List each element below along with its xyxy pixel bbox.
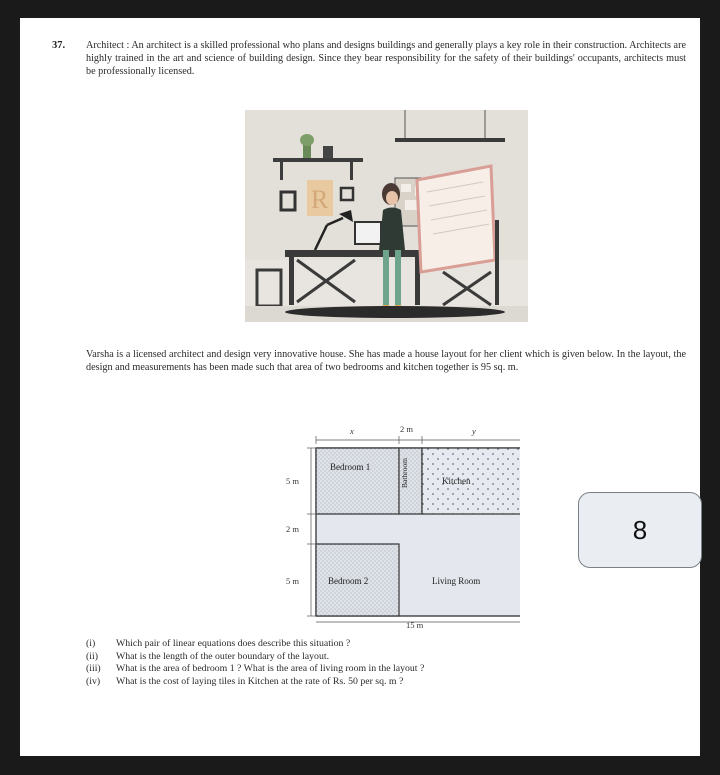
architect-illustration — [245, 110, 528, 322]
room-bathroom: Bathroom — [400, 458, 409, 488]
architect-drawing — [245, 110, 528, 322]
subquestion-3: (iii) What is the area of bedroom 1 ? What is the area of living room in the layout ? — [86, 663, 425, 674]
label-top-2m: 2 m — [400, 424, 413, 434]
label-bottom-15m: 15 m — [406, 620, 424, 630]
worksheet-page — [20, 18, 700, 756]
scenario-text: Varsha is a licensed architect and design very innovative house. She has made a house layout for her client which is given below. In the layout, the design and measurements has been made such that area of two bedrooms and kitchen together is 95 sq. m. — [86, 349, 686, 373]
subquestion-4: (iv) What is the cost of laying tiles in Kitchen at the rate of Rs. 50 per sq. m ? — [86, 675, 404, 687]
layout-lines — [260, 410, 520, 626]
subquestion-2: (ii) What is the length of the outer boundary of the layout. — [86, 650, 330, 662]
label-top-y: y — [472, 426, 476, 436]
svg-text:R: R — [311, 185, 329, 214]
subquestion-1: (i) Which pair of linear equations does describe this situation ? — [86, 638, 351, 649]
room-kitchen: Kitchen — [442, 476, 471, 486]
subquestion-list — [86, 638, 686, 688]
label-left-5m-bottom: 5 m — [286, 576, 299, 586]
room-bedroom-1: Bedroom 1 — [330, 462, 371, 472]
label-top-x: x — [350, 426, 354, 436]
question-intro: Architect : An architect is a skilled professional who plans and designs buildings and generally plays a key role in their construction. Architects are highly trained in the art and science of building design. Since they bear responsibility for the safety of their buildings' occupants, architects must be professionally licensed. — [86, 40, 686, 77]
house-layout — [260, 410, 520, 630]
room-bedroom-2: Bedroom 2 — [328, 576, 369, 586]
label-left-2m: 2 m — [286, 524, 299, 534]
room-living: Living Room — [432, 576, 481, 586]
label-left-5m-top: 5 m — [286, 476, 299, 486]
page-number-badge[interactable]: 8 — [578, 492, 702, 568]
question-number: 37. — [52, 40, 66, 51]
